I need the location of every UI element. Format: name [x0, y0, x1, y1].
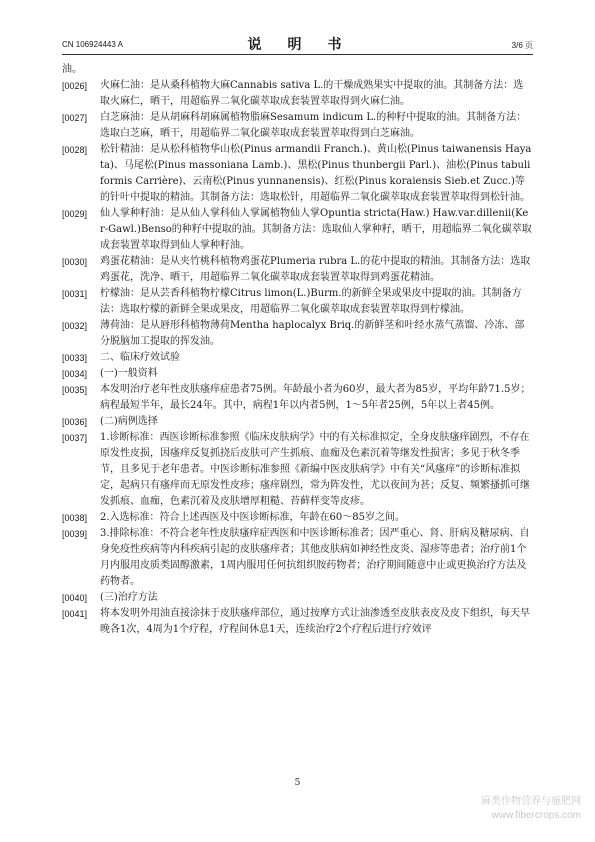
document-body [62, 62, 533, 638]
paragraph-text: 2.入选标准：符合上述西医及中医诊断标准，年龄在60～85岁之间。 [100, 512, 405, 523]
paragraph-number: [0035] [62, 385, 88, 395]
paragraph-list [62, 78, 533, 638]
paragraph-text: 仙人掌种籽油：是从仙人掌科仙人掌属植物仙人掌Opuntia stricta(Haw.) Haw.var.dillenii(Ker-Gawl.)Benso的种籽中提取的油。其制备方法：选取仙人掌种籽，晒干，用超临界二氧化碳萃取成套装置萃取得到仙人掌种籽油。 [100, 208, 532, 251]
paragraph-text: 火麻仁油：是从桑科植物大麻Cannabis sativa L.的干燥成熟果实中提取的油。其制备方法：选取火麻仁，晒干，用超临界二氧化碳萃取成套装置萃取得到火麻仁油。 [100, 80, 524, 107]
paragraph [62, 110, 533, 142]
paragraph-number: [0038] [62, 513, 88, 523]
paragraph [62, 142, 533, 206]
paragraph [62, 206, 533, 254]
paragraph [62, 606, 533, 638]
paragraph [62, 510, 533, 526]
paragraph-text: 白芝麻油：是从胡麻科胡麻属植物脂麻Sesamum indicum L.的种籽中提取的油。其制备方法：选取白芝麻，晒干，用超临界二氧化碳萃取成套装置萃取得到白芝麻油。 [100, 112, 527, 139]
paragraph-number: [0033] [62, 353, 88, 363]
paragraph-text: 鸡蛋花精油：是从夹竹桃科植物鸡蛋花Plumeria rubra L.的花中提取的精油。其制备方法：选取鸡蛋花，洗净、晒干，用超临界二氧化碳萃取成套装置萃取得到鸡蛋花精油。 [100, 256, 531, 283]
paragraph-number: [0031] [62, 289, 88, 299]
continuation-text: 油。 [62, 64, 82, 75]
watermark-url: www.fibercrops.com [491, 810, 581, 821]
page-header [62, 34, 533, 55]
paragraph-number: [0027] [62, 113, 88, 123]
paragraph-text: 薄荷油：是从唇形科植物薄荷Mentha haplocalyx Briq.的新鲜茎和叶经水蒸气蒸馏、冷冻、部分脱脑加工提取的挥发油。 [100, 320, 525, 347]
paragraph [62, 590, 533, 606]
paragraph-text: 柠檬油：是从芸香科植物柠檬Citrus limon(L.)Burm.的新鲜全果或果皮中提取的油。其制备方法：选取柠檬的新鲜全果或果皮，用超临界二氧化碳萃取成套装置萃取得到柠檬油。 [100, 288, 522, 315]
paragraph [62, 254, 533, 286]
paragraph-number: [0037] [62, 433, 88, 443]
paragraph-text: 本发明治疗老年性皮肤瘙痒症患者75例。年龄最小者为60岁，最大者为85岁，平均年龄71.5岁；病程最短半年，最长24年。其中，病程1年以内者5例，1～5年者25例，5年以上者45例。 [100, 384, 531, 411]
patent-number: CN 106924443 A [62, 40, 123, 49]
paragraph [62, 526, 533, 590]
paragraph-text: (三)治疗方法 [100, 592, 158, 603]
paragraph-text: 1.诊断标准：西医诊断标准参照《临床皮肤病学》中的有关标准拟定，全身皮肤瘙痒剧烈，不存在原发性皮损，因瘙痒反复抓挠后皮肤可产生抓痕、血痂及色素沉着等继发性损害；多见于秋冬季节，且多见于老年患者。中医诊断标准参照《新编中医皮肤病学》中有关“风瘙痒”的诊断标准拟定，起病只有瘙痒而无原发性皮疹；瘙痒剧烈，常为阵发性，尤以夜间为甚；反复、频繁搔抓可继发抓痕、血痂，色素沉着及皮肤增厚粗糙、苔藓样变等皮疹。 [100, 432, 530, 507]
paragraph [62, 350, 533, 366]
paragraph-number: [0041] [62, 609, 88, 619]
paragraph-number: [0029] [62, 209, 88, 219]
paragraph-number: [0032] [62, 321, 88, 331]
page-number: 5 [294, 778, 301, 788]
paragraph [62, 414, 533, 430]
paragraph [62, 430, 533, 510]
watermark-title: 麻类作物营养与施肥网 [481, 796, 581, 807]
paragraph-text: 3.排除标准：不符合老年性皮肤瘙痒症西医和中医诊断标准者；因严重心、肾、肝病及糖尿病、自身免疫性疾病等内科疾病引起的皮肤瘙痒者；其他皮肤病如神经性皮炎、湿疹等患者；治疗前1个月内服用皮质类固醇激素，1周内服用任何抗组织胺药物者；治疗期间随意中止或更换治疗方法及药物者。 [100, 528, 530, 587]
paragraph-text: (二)病例选择 [100, 416, 158, 427]
page-indicator: 3/6 页 [511, 41, 533, 50]
paragraph [62, 366, 533, 382]
paragraph-text: 二、临床疗效试验 [100, 352, 180, 363]
paragraph [62, 286, 533, 318]
paragraph-text: 将本发明外用油直接涂抹于皮肤瘙痒部位，通过按摩方式让油渗透至皮肤表皮及皮下组织，每天早晚各1次，4周为1个疗程，疗程间休息1天，连续治疗2个疗程后进行疗效评 [100, 608, 530, 635]
paragraph-text: 松针精油：是从松科植物华山松(Pinus armandii Franch.)、黄山松(Pinus taiwanensis Hayata)、马尾松(Pinus massoniana Lamb.)、黑松(Pinus thunbergii Parl.)、油松(Pinus tabuliformis Carrière)、云南松(Pinus yunnanensis)、红松(Pinus koraiensis Sieb.et Zucc.)等的针叶中提取的精油。其制备方法：选取松针，用超临界二氧化碳萃取成套装置萃取得到松针油。 [100, 144, 532, 203]
paragraph-text: (一)一般资料 [100, 368, 158, 379]
paragraph [62, 78, 533, 110]
paragraph [62, 318, 533, 350]
paragraph-number: [0036] [62, 417, 88, 427]
document-title: 说 明 书 [247, 37, 348, 53]
paragraph-number: [0039] [62, 529, 88, 539]
paragraph-number: [0028] [62, 145, 88, 155]
paragraph-number: [0040] [62, 593, 88, 603]
watermark [481, 795, 581, 823]
paragraph [62, 382, 533, 414]
paragraph-number: [0034] [62, 369, 88, 379]
paragraph-number: [0026] [62, 81, 88, 91]
paragraph-number: [0030] [62, 257, 88, 267]
